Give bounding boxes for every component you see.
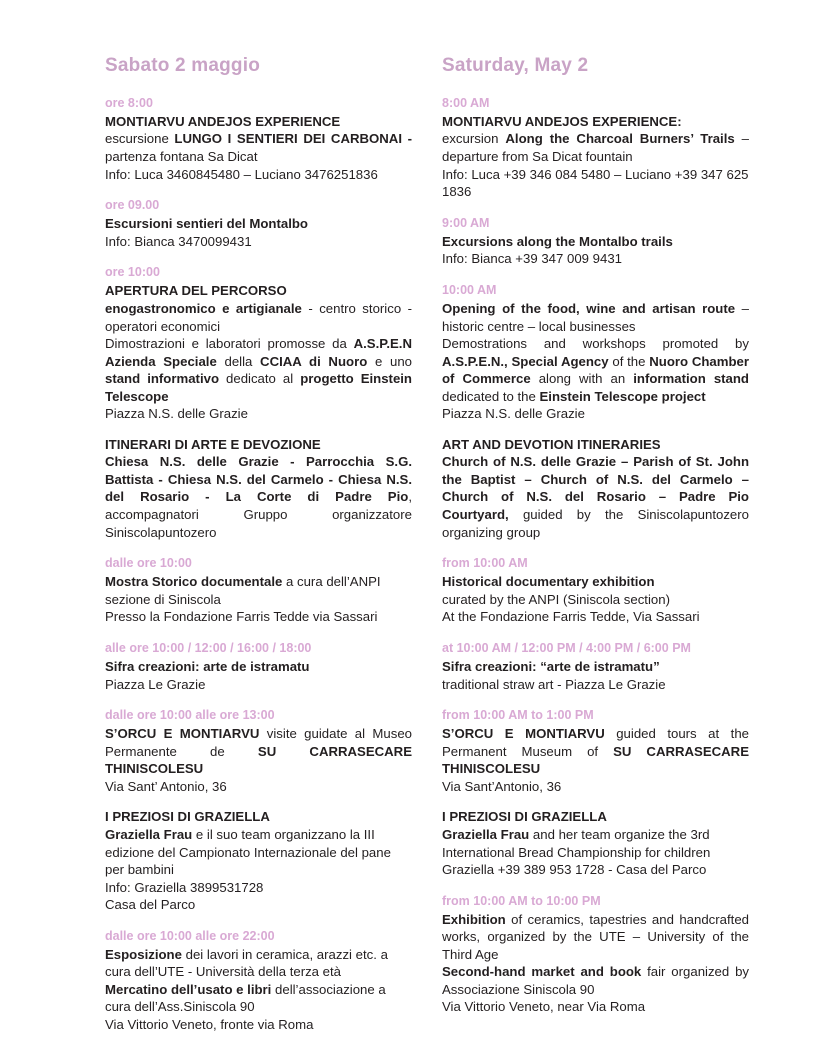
event-block [442, 281, 749, 423]
event-text: Casa del Parco [105, 897, 196, 913]
event-block [442, 214, 749, 268]
event-text: excursion [442, 131, 506, 147]
event-text-strong: A.S.P.E.N Azienda Speciale [105, 336, 412, 369]
event-text: fair organized by Associazione Siniscola 90 [442, 964, 749, 997]
event-text: dei lavori in ceramica, arazzi etc. a cura dell’UTE - Università della terza età [105, 946, 388, 980]
event-text: Dimostrazioni e laboratori promosse da [105, 336, 354, 352]
event-text-strong: SU CARRASECARE THINISCOLESU [105, 743, 412, 777]
event-text-strong: MONTIARVU ANDEJOS EXPERIENCE [105, 113, 341, 129]
event-time: alle ore 10:00 / 12:00 / 16:00 / 18:00 [105, 640, 312, 655]
event-line [442, 335, 749, 405]
event-block [442, 639, 749, 693]
event-text: Via Vittorio Veneto, near Via Roma [442, 999, 646, 1015]
event-text: dedicated to the [442, 388, 540, 404]
event-line [105, 335, 412, 405]
event-line [105, 826, 412, 879]
event-text-strong: Mercatino dell’usato e libri [105, 981, 272, 997]
event-text: Demostrations and workshops promoted by [442, 336, 749, 352]
event-block [442, 554, 749, 626]
event-text: Info: Graziella 3899531728 [105, 879, 264, 895]
event-line [442, 658, 749, 676]
event-text-strong: A.S.P.E.N., Special Agency [442, 353, 609, 369]
event-text: curated by the ANPI (Siniscola section) [442, 591, 670, 607]
event-text: dedicato al [219, 371, 301, 387]
event-text: partenza fontana Sa Dicat [105, 149, 258, 165]
event-block [105, 927, 412, 1034]
event-time: ore 10:00 [105, 265, 160, 280]
event-block [105, 639, 412, 693]
event-line [105, 946, 412, 981]
event-line [442, 778, 749, 796]
event-line [442, 436, 749, 454]
event-text-strong: I PREZIOSI DI GRAZIELLA [442, 809, 607, 825]
event-block [105, 436, 412, 541]
event-text: traditional straw art - Piazza Le Grazie [442, 676, 666, 692]
event-text-strong: Einstein Telescope project [539, 388, 706, 404]
event-text: Presso la Fondazione Farris Tedde via Sassari [105, 609, 378, 625]
event-line [442, 591, 749, 609]
blocks-italian [105, 94, 412, 1034]
program-column-english [442, 55, 749, 1029]
event-text-strong: SU CARRASECARE THINISCOLESU [442, 743, 749, 777]
event-line [442, 166, 749, 201]
event-text: Info: Bianca +39 347 009 9431 [442, 251, 623, 267]
event-text-strong: S’ORCU E MONTIARVU [105, 726, 260, 742]
event-text: of ceramics, tapestries and handcrafted works, organized by the UTE – University of the Third Age [442, 911, 749, 962]
event-time: dalle ore 10:00 alle ore 13:00 [105, 708, 275, 723]
event-text-strong: Opening of the food, wine and artisan route [442, 301, 736, 316]
event-line [442, 861, 749, 879]
event-text: Piazza N.S. delle Grazie [105, 406, 248, 422]
event-line [442, 453, 749, 541]
event-text-strong: Historical documentary exhibition [442, 574, 655, 590]
event-text: - centro storico - operatori economici [105, 301, 413, 334]
event-text-strong: Exhibition [442, 911, 506, 927]
event-text: of the [608, 353, 650, 369]
event-line [442, 826, 749, 861]
event-text: guided tours at the Permanent Museum of [442, 726, 749, 759]
event-text-strong: Esposizione [105, 946, 182, 962]
event-text: Info: Luca +39 346 084 5480 – Luciano +39 347 625 1836 [442, 166, 749, 200]
program-columns [105, 55, 749, 1047]
event-block [442, 436, 749, 541]
event-line [442, 608, 749, 626]
event-text: e il suo team organizzano la III edizione del Campionato Internazionale del pane per bambini [105, 826, 391, 878]
event-line [105, 300, 412, 335]
event-text: Info: Luca 3460845480 – Luciano 3476251836 [105, 166, 378, 182]
event-text: – departure from Sa Dicat fountain [442, 131, 750, 165]
event-text: a cura dell’ANPI sezione di Siniscola [105, 574, 381, 607]
event-text-strong: Graziella Frau [105, 826, 193, 842]
event-time: 10:00 AM [442, 282, 497, 297]
event-block [442, 706, 749, 795]
event-line [442, 911, 749, 964]
event-text-strong: Second-hand market and book [442, 964, 642, 980]
event-text-strong: LUNGO I SENTIERI DEI CARBONAI - [174, 131, 412, 147]
event-block [105, 94, 412, 183]
event-text: – historic centre – local businesses [442, 301, 750, 334]
event-line [442, 300, 749, 335]
event-text-strong: information stand [633, 371, 749, 387]
event-time: 9:00 AM [442, 215, 490, 230]
event-block [442, 808, 749, 878]
event-text-strong: MONTIARVU ANDEJOS EXPERIENCE: [442, 113, 682, 129]
event-text: At the Fondazione Farris Tedde, Via Sassari [442, 609, 700, 625]
event-line [105, 215, 412, 233]
event-time: dalle ore 10:00 alle ore 22:00 [105, 928, 275, 943]
event-text-strong: stand informativo [105, 371, 219, 387]
event-line [442, 405, 749, 423]
event-time: 8:00 AM [442, 95, 490, 110]
event-text-strong: Nuoro Chamber of Commerce [442, 353, 750, 387]
event-text-strong: Sifra creazioni: “arte de istramatu” [442, 659, 660, 674]
event-text-strong: Escursioni sentieri del Montalbo [105, 216, 308, 232]
day-title-english: Saturday, May 2 [442, 55, 589, 76]
event-text: e uno [367, 353, 412, 369]
event-line [105, 453, 412, 541]
event-text-strong: Mostra Storico documentale [105, 574, 283, 590]
event-line [105, 166, 412, 184]
event-text: along with an [530, 371, 634, 387]
event-block [442, 892, 749, 1016]
event-line [105, 233, 412, 251]
event-line [105, 608, 412, 626]
event-time: dalle ore 10:00 [105, 556, 192, 571]
event-text: Info: Bianca 3470099431 [105, 233, 252, 249]
event-time: from 10:00 AM to 10:00 PM [442, 893, 601, 908]
event-line [105, 282, 412, 300]
event-text-strong: Church of N.S. delle Grazie – Parish of St. John the Baptist – Church of N.S. del Carmelo – Church of N.S. del Rosario – Padre Pio Courtyard, [442, 454, 749, 523]
event-text: della [216, 353, 261, 369]
event-text: Via Sant’ Antonio, 36 [105, 778, 227, 794]
event-text-strong: S’ORCU E MONTIARVU [442, 726, 605, 742]
event-line [105, 573, 412, 608]
event-line [105, 879, 412, 897]
event-time: ore 09.00 [105, 198, 160, 213]
event-line [442, 113, 749, 131]
event-line [442, 963, 749, 998]
event-text-strong: Excursions along the Montalbo trails [442, 233, 673, 249]
event-time: at 10:00 AM / 12:00 PM / 4:00 PM / 6:00 PM [442, 640, 691, 655]
event-block [105, 808, 412, 913]
event-line [105, 405, 412, 423]
event-line [442, 676, 749, 694]
event-text-strong: ART AND DEVOTION ITINERARIES [442, 436, 661, 452]
event-line [105, 1016, 412, 1034]
event-line [105, 436, 412, 454]
event-text-strong: APERTURA DEL PERCORSO [105, 283, 287, 299]
day-title-italian: Sabato 2 maggio [105, 55, 261, 76]
event-text: dell’associazione a cura dell’Ass.Siniscola 90 [105, 981, 386, 1015]
event-text: escursione [105, 131, 175, 147]
event-line [105, 808, 412, 826]
event-block [442, 94, 749, 201]
event-line [105, 725, 412, 778]
event-time: from 10:00 AM to 1:00 PM [442, 708, 594, 723]
event-line [442, 250, 749, 268]
event-text-strong: Sifra creazioni: arte de istramatu [105, 659, 310, 674]
event-line [105, 676, 412, 694]
event-text: visite guidate al Museo Permanente de [105, 726, 413, 759]
event-line [442, 130, 749, 165]
event-line [442, 808, 749, 826]
event-time: ore 8:00 [105, 95, 153, 110]
event-text-strong: Graziella Frau [442, 826, 530, 842]
event-text: Via Sant’Antonio, 36 [442, 778, 562, 794]
event-text-strong: CCIAA di Nuoro [260, 353, 368, 369]
event-block [105, 706, 412, 795]
event-text: Piazza N.S. delle Grazie [442, 406, 585, 422]
event-line [105, 113, 412, 131]
event-block [105, 196, 412, 250]
event-time: from 10:00 AM [442, 556, 528, 571]
event-line [442, 998, 749, 1016]
event-line [442, 725, 749, 778]
event-text: and her team organize the 3rd International Bread Championship for children [442, 826, 711, 860]
event-text: Via Vittorio Veneto, fronte via Roma [105, 1017, 314, 1032]
event-text-strong: enogastronomico e artigianale [105, 301, 302, 316]
event-line [105, 981, 412, 1016]
event-block [105, 554, 412, 626]
event-text-strong: Chiesa N.S. delle Grazie - Parrocchia S.G. Battista - Chiesa N.S. del Carmelo - Chiesa N.S. del Rosario - La Corte di Padre Pio [105, 454, 412, 505]
event-text-strong: ITINERARI DI ARTE E DEVOZIONE [105, 436, 321, 452]
event-line [105, 130, 412, 165]
event-block [105, 263, 412, 423]
event-line [105, 658, 412, 676]
program-column-italian [105, 55, 412, 1047]
event-text: Piazza Le Grazie [105, 676, 206, 692]
event-line [442, 573, 749, 591]
event-text: guided by the Siniscolapuntozero organizing group [442, 507, 749, 540]
event-text-strong: I PREZIOSI DI GRAZIELLA [105, 809, 270, 825]
event-line [105, 778, 412, 796]
event-text: Graziella +39 389 953 1728 - Casa del Parco [442, 862, 707, 878]
event-line [442, 233, 749, 251]
event-text-strong: progetto Einstein Telescope [105, 371, 412, 404]
event-line [105, 896, 412, 914]
event-text-strong: Along the Charcoal Burners’ Trails [505, 131, 735, 147]
event-text: , accompagnatori Gruppo organizzatore Siniscolapuntozero [105, 489, 412, 540]
blocks-english [442, 94, 749, 1016]
